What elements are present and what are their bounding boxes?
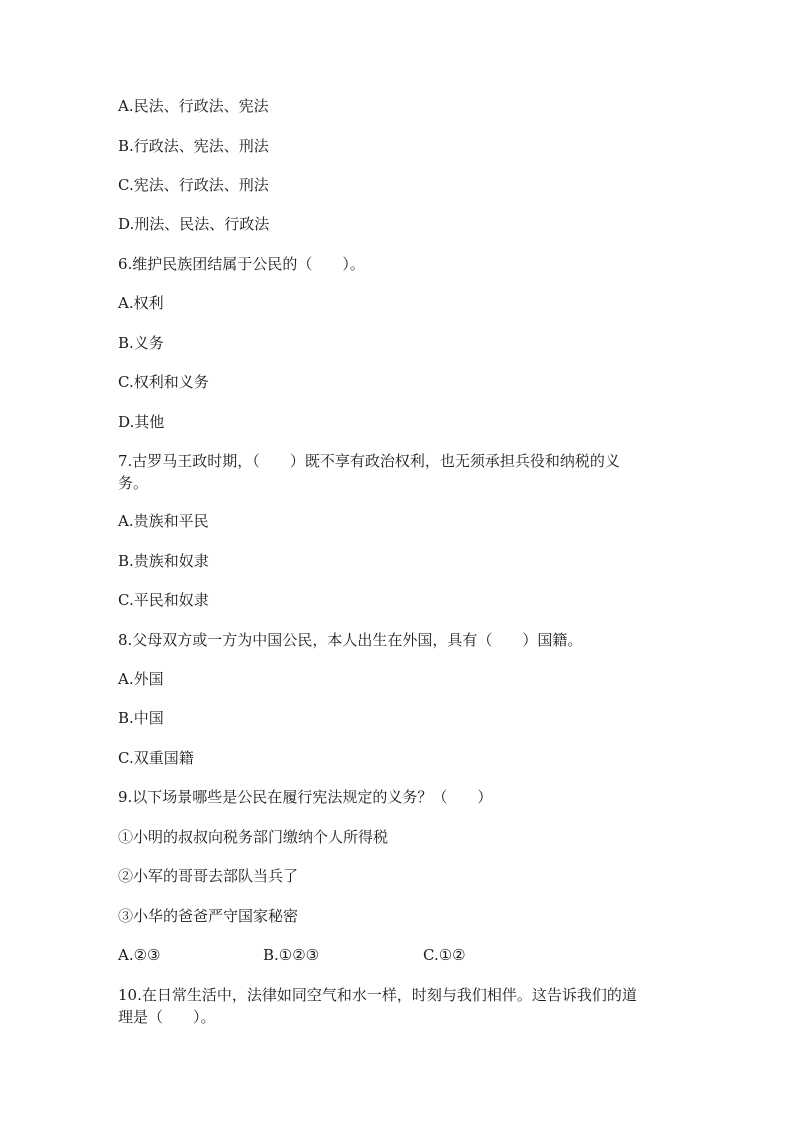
q6-option-d: D.其他 (118, 413, 165, 431)
q8-stem: 8.父母双方或一方为中国公民，本人出生在外国，具有（ ）国籍。 (118, 631, 583, 649)
q9-options-row (118, 943, 678, 967)
q9-option-c: C.①② (423, 946, 466, 964)
q10-stem-line2: 理是（ ）。 (118, 1008, 216, 1026)
q8-option-a: A.外国 (118, 670, 164, 688)
q6-option-a: A.权利 (118, 294, 164, 312)
q9-statement-2: ②小军的哥哥去部队当兵了 (118, 867, 299, 885)
q7-stem-line1: 7.古罗马王政时期，（ ）既不享有政治权利，也无须承担兵役和纳税的义 (118, 452, 620, 470)
q9-statement-3: ③小华的爸爸严守国家秘密 (118, 907, 299, 925)
q8-option-b: B.中国 (118, 709, 164, 727)
q7-stem-line2: 务。 (118, 474, 149, 492)
q9-stem: 9.以下场景哪些是公民在履行宪法规定的义务？（ ） (118, 788, 493, 806)
q9-option-a: A.②③ (118, 946, 161, 964)
q8-option-c: C.双重国籍 (118, 749, 194, 767)
q10-stem-line1: 10.在日常生活中，法律如同空气和水一样，时刻与我们相伴。这告诉我们的道 (118, 986, 637, 1004)
q6-option-b: B.义务 (118, 334, 164, 352)
q7-option-a: A.贵族和平民 (118, 512, 209, 530)
q9-option-b: B.①②③ (263, 946, 320, 964)
q5-option-d: D.刑法、民法、行政法 (118, 215, 270, 233)
q6-stem: 6.维护民族团结属于公民的（ ）。 (118, 255, 365, 273)
q5-option-a: A.民法、行政法、宪法 (118, 97, 269, 115)
q5-option-b: B.行政法、宪法、刑法 (118, 137, 269, 155)
q7-option-c: C.平民和奴隶 (118, 591, 209, 609)
q7-option-b: B.贵族和奴隶 (118, 552, 209, 570)
q9-statement-1: ①小明的叔叔向税务部门缴纳个人所得税 (118, 828, 389, 846)
q6-option-c: C.权利和义务 (118, 373, 209, 391)
q5-option-c: C.宪法、行政法、刑法 (118, 176, 269, 194)
